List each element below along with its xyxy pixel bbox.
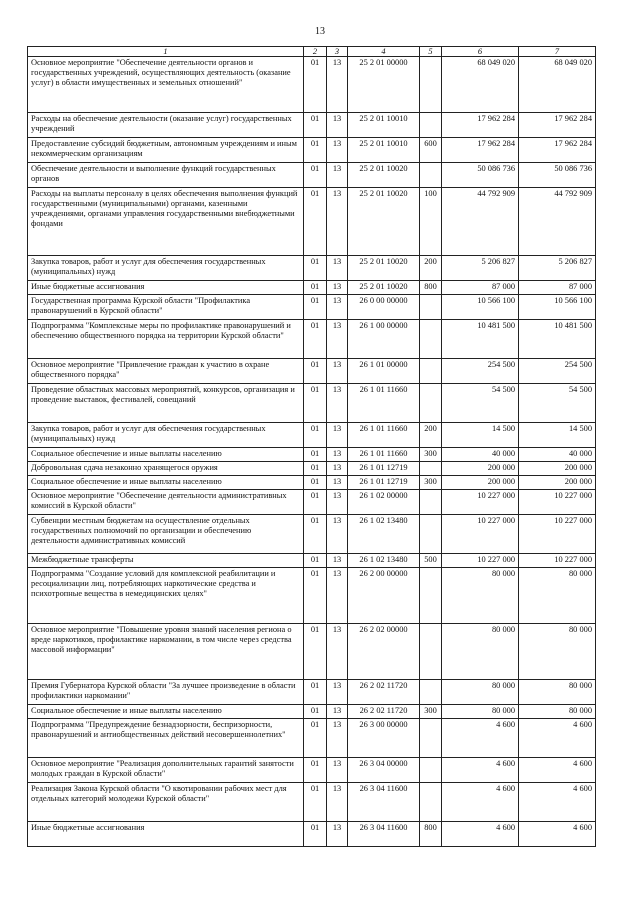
csr-cell: 26 1 02 00000 bbox=[348, 490, 420, 515]
page-number: 13 bbox=[315, 26, 325, 37]
col-header-4: 4 bbox=[348, 47, 420, 57]
vr-cell: 100 bbox=[420, 188, 442, 256]
name-cell: Иные бюджетные ассигнования bbox=[28, 822, 304, 847]
table-row bbox=[28, 758, 596, 783]
vr-cell bbox=[420, 783, 442, 822]
sum-2022-cell: 200 000 bbox=[442, 462, 519, 476]
name-cell: Обеспечение деятельности и выполнение функций государственных органов bbox=[28, 163, 304, 188]
table-row bbox=[28, 705, 596, 719]
sum-2022-cell: 50 086 736 bbox=[442, 163, 519, 188]
sum-2023-cell: 40 000 bbox=[519, 448, 596, 462]
sum-2022-cell: 4 600 bbox=[442, 783, 519, 822]
name-cell: Закупка товаров, работ и услуг для обеспечения государственных (муниципальных) нужд bbox=[28, 423, 304, 448]
sum-2023-cell: 200 000 bbox=[519, 462, 596, 476]
pr-cell: 13 bbox=[327, 188, 348, 256]
pr-cell: 13 bbox=[327, 256, 348, 281]
name-cell: Социальное обеспечение и иные выплаты населению bbox=[28, 476, 304, 490]
csr-cell: 26 2 02 11720 bbox=[348, 705, 420, 719]
csr-cell: 26 1 00 00000 bbox=[348, 320, 420, 359]
sum-2022-cell: 4 600 bbox=[442, 822, 519, 847]
table-row bbox=[28, 719, 596, 758]
csr-cell: 25 2 01 10010 bbox=[348, 113, 420, 138]
rz-cell: 01 bbox=[304, 554, 327, 568]
csr-cell: 26 0 00 00000 bbox=[348, 295, 420, 320]
name-cell: Закупка товаров, работ и услуг для обеспечения государственных (муниципальных) нужд bbox=[28, 256, 304, 281]
sum-2023-cell: 44 792 909 bbox=[519, 188, 596, 256]
table-row bbox=[28, 138, 596, 163]
col-header-7: 7 bbox=[519, 47, 596, 57]
name-cell: Предоставление субсидий бюджетным, автономным учреждениям и иным некоммерческим организациям bbox=[28, 138, 304, 163]
sum-2022-cell: 40 000 bbox=[442, 448, 519, 462]
pr-cell: 13 bbox=[327, 624, 348, 680]
sum-2022-cell: 10 566 100 bbox=[442, 295, 519, 320]
table-row bbox=[28, 515, 596, 554]
sum-2023-cell: 4 600 bbox=[519, 758, 596, 783]
sum-2023-cell: 80 000 bbox=[519, 568, 596, 624]
table-row bbox=[28, 822, 596, 847]
table-row bbox=[28, 384, 596, 423]
table-row bbox=[28, 359, 596, 384]
sum-2022-cell: 17 962 284 bbox=[442, 113, 519, 138]
table-row bbox=[28, 163, 596, 188]
vr-cell bbox=[420, 568, 442, 624]
csr-cell: 25 2 01 00000 bbox=[348, 57, 420, 113]
pr-cell: 13 bbox=[327, 462, 348, 476]
vr-cell bbox=[420, 57, 442, 113]
sum-2023-cell: 54 500 bbox=[519, 384, 596, 423]
sum-2022-cell: 87 000 bbox=[442, 281, 519, 295]
name-cell: Подпрограмма "Создание условий для комплексной реабилитации и ресоциализации лиц, потребляющих наркотические средства и психотропные вещества в немедицинских целях" bbox=[28, 568, 304, 624]
name-cell: Социальное обеспечение и иные выплаты населению bbox=[28, 448, 304, 462]
col-header-6: 6 bbox=[442, 47, 519, 57]
sum-2023-cell: 80 000 bbox=[519, 705, 596, 719]
rz-cell: 01 bbox=[304, 320, 327, 359]
vr-cell: 300 bbox=[420, 705, 442, 719]
sum-2022-cell: 80 000 bbox=[442, 680, 519, 705]
sum-2022-cell: 254 500 bbox=[442, 359, 519, 384]
csr-cell: 25 2 01 10020 bbox=[348, 256, 420, 281]
csr-cell: 25 2 01 10020 bbox=[348, 188, 420, 256]
sum-2022-cell: 68 049 020 bbox=[442, 57, 519, 113]
csr-cell: 26 2 02 11720 bbox=[348, 680, 420, 705]
vr-cell bbox=[420, 624, 442, 680]
table-row bbox=[28, 568, 596, 624]
csr-cell: 26 1 01 00000 bbox=[348, 359, 420, 384]
vr-cell bbox=[420, 384, 442, 423]
pr-cell: 13 bbox=[327, 448, 348, 462]
pr-cell: 13 bbox=[327, 113, 348, 138]
rz-cell: 01 bbox=[304, 490, 327, 515]
rz-cell: 01 bbox=[304, 568, 327, 624]
sum-2023-cell: 80 000 bbox=[519, 680, 596, 705]
name-cell: Основное мероприятие "Привлечение граждан к участию в охране общественного порядка" bbox=[28, 359, 304, 384]
sum-2023-cell: 5 206 827 bbox=[519, 256, 596, 281]
pr-cell: 13 bbox=[327, 423, 348, 448]
sum-2022-cell: 80 000 bbox=[442, 624, 519, 680]
table-row bbox=[28, 624, 596, 680]
vr-cell bbox=[420, 758, 442, 783]
sum-2022-cell: 4 600 bbox=[442, 719, 519, 758]
sum-2022-cell: 80 000 bbox=[442, 705, 519, 719]
name-cell: Реализация Закона Курской области "О квотировании рабочих мест для отдельных категорий молодежи Курской области" bbox=[28, 783, 304, 822]
sum-2023-cell: 10 481 500 bbox=[519, 320, 596, 359]
rz-cell: 01 bbox=[304, 680, 327, 705]
name-cell: Расходы на обеспечение деятельности (оказание услуг) государственных учреждений bbox=[28, 113, 304, 138]
csr-cell: 26 3 04 11600 bbox=[348, 822, 420, 847]
sum-2023-cell: 10 227 000 bbox=[519, 554, 596, 568]
table-row bbox=[28, 57, 596, 113]
sum-2022-cell: 10 227 000 bbox=[442, 515, 519, 554]
budget-table bbox=[27, 46, 596, 847]
vr-cell: 300 bbox=[420, 448, 442, 462]
rz-cell: 01 bbox=[304, 384, 327, 423]
table-row bbox=[28, 320, 596, 359]
table-row bbox=[28, 554, 596, 568]
csr-cell: 26 2 02 00000 bbox=[348, 624, 420, 680]
csr-cell: 25 2 01 10010 bbox=[348, 138, 420, 163]
col-header-2: 2 bbox=[304, 47, 327, 57]
pr-cell: 13 bbox=[327, 320, 348, 359]
vr-cell bbox=[420, 113, 442, 138]
pr-cell: 13 bbox=[327, 57, 348, 113]
sum-2023-cell: 68 049 020 bbox=[519, 57, 596, 113]
csr-cell: 26 1 01 11660 bbox=[348, 423, 420, 448]
rz-cell: 01 bbox=[304, 719, 327, 758]
name-cell: Подпрограмма "Комплексные меры по профилактике правонарушений и обеспечению общественного порядка на территории Курской области" bbox=[28, 320, 304, 359]
table-row bbox=[28, 188, 596, 256]
sum-2023-cell: 50 086 736 bbox=[519, 163, 596, 188]
pr-cell: 13 bbox=[327, 822, 348, 847]
csr-cell: 26 3 04 00000 bbox=[348, 758, 420, 783]
table-row bbox=[28, 256, 596, 281]
vr-cell: 300 bbox=[420, 476, 442, 490]
rz-cell: 01 bbox=[304, 256, 327, 281]
sum-2023-cell: 10 227 000 bbox=[519, 490, 596, 515]
vr-cell: 200 bbox=[420, 256, 442, 281]
rz-cell: 01 bbox=[304, 163, 327, 188]
name-cell: Основное мероприятие "Обеспечение деятельности административных комиссий в Курской области" bbox=[28, 490, 304, 515]
name-cell: Социальное обеспечение и иные выплаты населению bbox=[28, 705, 304, 719]
rz-cell: 01 bbox=[304, 476, 327, 490]
rz-cell: 01 bbox=[304, 423, 327, 448]
sum-2023-cell: 200 000 bbox=[519, 476, 596, 490]
name-cell: Основное мероприятие "Обеспечение деятельности органов и государственных учреждений, осуществляющих деятельность (оказание услуг) в области имущественных и земельных отношений" bbox=[28, 57, 304, 113]
csr-cell: 25 2 01 10020 bbox=[348, 163, 420, 188]
csr-cell: 26 1 01 12719 bbox=[348, 476, 420, 490]
vr-cell: 600 bbox=[420, 138, 442, 163]
rz-cell: 01 bbox=[304, 113, 327, 138]
table-row bbox=[28, 423, 596, 448]
rz-cell: 01 bbox=[304, 515, 327, 554]
rz-cell: 01 bbox=[304, 783, 327, 822]
vr-cell bbox=[420, 163, 442, 188]
rz-cell: 01 bbox=[304, 705, 327, 719]
table-row bbox=[28, 680, 596, 705]
rz-cell: 01 bbox=[304, 462, 327, 476]
name-cell: Основное мероприятие "Повышение уровня знаний населения региона о вреде наркотиков, профилактике наркомании, в том числе через средства массовой информации" bbox=[28, 624, 304, 680]
vr-cell: 800 bbox=[420, 822, 442, 847]
col-header-1: 1 bbox=[28, 47, 304, 57]
name-cell: Добровольная сдача незаконно хранящегося оружия bbox=[28, 462, 304, 476]
sum-2023-cell: 4 600 bbox=[519, 783, 596, 822]
rz-cell: 01 bbox=[304, 138, 327, 163]
sum-2022-cell: 4 600 bbox=[442, 758, 519, 783]
vr-cell bbox=[420, 462, 442, 476]
vr-cell bbox=[420, 320, 442, 359]
pr-cell: 13 bbox=[327, 384, 348, 423]
sum-2022-cell: 54 500 bbox=[442, 384, 519, 423]
pr-cell: 13 bbox=[327, 138, 348, 163]
header-row bbox=[28, 47, 596, 57]
sum-2022-cell: 10 227 000 bbox=[442, 554, 519, 568]
sum-2023-cell: 10 566 100 bbox=[519, 295, 596, 320]
rz-cell: 01 bbox=[304, 57, 327, 113]
sum-2022-cell: 44 792 909 bbox=[442, 188, 519, 256]
col-header-5: 5 bbox=[420, 47, 442, 57]
pr-cell: 13 bbox=[327, 554, 348, 568]
csr-cell: 26 2 00 00000 bbox=[348, 568, 420, 624]
pr-cell: 13 bbox=[327, 680, 348, 705]
sum-2022-cell: 17 962 284 bbox=[442, 138, 519, 163]
table-row bbox=[28, 113, 596, 138]
sum-2022-cell: 10 227 000 bbox=[442, 490, 519, 515]
csr-cell: 26 3 04 11600 bbox=[348, 783, 420, 822]
pr-cell: 13 bbox=[327, 281, 348, 295]
table-row bbox=[28, 476, 596, 490]
pr-cell: 13 bbox=[327, 490, 348, 515]
name-cell: Межбюджетные трансферты bbox=[28, 554, 304, 568]
sum-2023-cell: 4 600 bbox=[519, 719, 596, 758]
table-row bbox=[28, 490, 596, 515]
col-header-3: 3 bbox=[327, 47, 348, 57]
pr-cell: 13 bbox=[327, 568, 348, 624]
rz-cell: 01 bbox=[304, 822, 327, 847]
vr-cell bbox=[420, 295, 442, 320]
sum-2022-cell: 10 481 500 bbox=[442, 320, 519, 359]
sum-2022-cell: 200 000 bbox=[442, 476, 519, 490]
sum-2023-cell: 14 500 bbox=[519, 423, 596, 448]
table-row bbox=[28, 783, 596, 822]
csr-cell: 26 1 02 13480 bbox=[348, 554, 420, 568]
table-row bbox=[28, 448, 596, 462]
rz-cell: 01 bbox=[304, 188, 327, 256]
table-body bbox=[28, 57, 596, 847]
name-cell: Иные бюджетные ассигнования bbox=[28, 281, 304, 295]
name-cell: Премия Губернатора Курской области "За лучшее произведение в области профилактики наркомании" bbox=[28, 680, 304, 705]
pr-cell: 13 bbox=[327, 476, 348, 490]
sum-2023-cell: 80 000 bbox=[519, 624, 596, 680]
table-row bbox=[28, 295, 596, 320]
rz-cell: 01 bbox=[304, 295, 327, 320]
name-cell: Подпрограмма "Предупреждение безнадзорности, беспризорности, правонарушений и антиобщественных действий несовершеннолетних" bbox=[28, 719, 304, 758]
vr-cell bbox=[420, 719, 442, 758]
pr-cell: 13 bbox=[327, 783, 348, 822]
name-cell: Субвенции местным бюджетам на осуществление отдельных государственных полномочий по организации и обеспечению деятельности административных комиссий bbox=[28, 515, 304, 554]
csr-cell: 26 3 00 00000 bbox=[348, 719, 420, 758]
sum-2022-cell: 14 500 bbox=[442, 423, 519, 448]
sum-2023-cell: 17 962 284 bbox=[519, 138, 596, 163]
sum-2022-cell: 80 000 bbox=[442, 568, 519, 624]
pr-cell: 13 bbox=[327, 719, 348, 758]
csr-cell: 26 1 01 11660 bbox=[348, 384, 420, 423]
vr-cell bbox=[420, 490, 442, 515]
table-row bbox=[28, 281, 596, 295]
pr-cell: 13 bbox=[327, 705, 348, 719]
vr-cell bbox=[420, 680, 442, 705]
pr-cell: 13 bbox=[327, 359, 348, 384]
csr-cell: 26 1 01 12719 bbox=[348, 462, 420, 476]
pr-cell: 13 bbox=[327, 515, 348, 554]
pr-cell: 13 bbox=[327, 295, 348, 320]
sum-2023-cell: 4 600 bbox=[519, 822, 596, 847]
vr-cell bbox=[420, 359, 442, 384]
csr-cell: 25 2 01 10020 bbox=[348, 281, 420, 295]
pr-cell: 13 bbox=[327, 163, 348, 188]
rz-cell: 01 bbox=[304, 281, 327, 295]
sum-2023-cell: 10 227 000 bbox=[519, 515, 596, 554]
name-cell: Проведение областных массовых мероприятий, конкурсов, организация и проведение выставок, фестивалей, совещаний bbox=[28, 384, 304, 423]
name-cell: Государственная программа Курской области "Профилактика правонарушений в Курской области" bbox=[28, 295, 304, 320]
rz-cell: 01 bbox=[304, 624, 327, 680]
rz-cell: 01 bbox=[304, 758, 327, 783]
table-row bbox=[28, 462, 596, 476]
rz-cell: 01 bbox=[304, 448, 327, 462]
vr-cell: 200 bbox=[420, 423, 442, 448]
vr-cell: 800 bbox=[420, 281, 442, 295]
sum-2022-cell: 5 206 827 bbox=[442, 256, 519, 281]
name-cell: Расходы на выплаты персоналу в целях обеспечения выполнения функций государственными (муниципальными) органами, казенными учреждениями, органами управления государственными внебюджетными фондами bbox=[28, 188, 304, 256]
csr-cell: 26 1 01 11660 bbox=[348, 448, 420, 462]
csr-cell: 26 1 02 13480 bbox=[348, 515, 420, 554]
rz-cell: 01 bbox=[304, 359, 327, 384]
vr-cell: 500 bbox=[420, 554, 442, 568]
sum-2023-cell: 254 500 bbox=[519, 359, 596, 384]
sum-2023-cell: 17 962 284 bbox=[519, 113, 596, 138]
vr-cell bbox=[420, 515, 442, 554]
pr-cell: 13 bbox=[327, 758, 348, 783]
name-cell: Основное мероприятие "Реализация дополнительных гарантий занятости молодых граждан в Курской области" bbox=[28, 758, 304, 783]
sum-2023-cell: 87 000 bbox=[519, 281, 596, 295]
